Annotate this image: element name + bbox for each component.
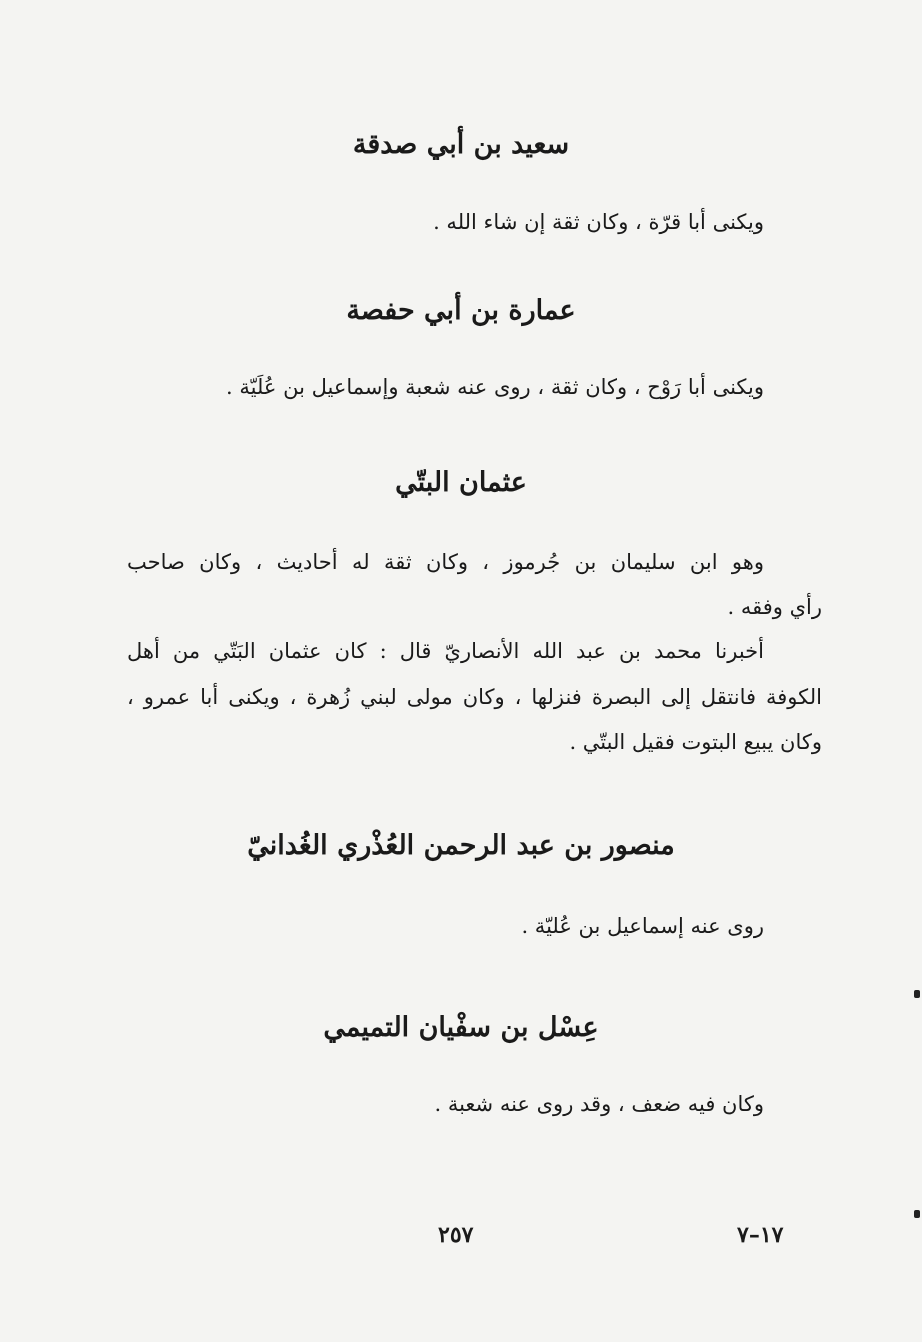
entry-3-line-2: رأي وفقه .	[727, 595, 822, 619]
entry-4-line-1: روى عنه إسماعيل بن عُليّة .	[521, 914, 764, 938]
entry-heading-1: سعيد بن أبي صدقة	[352, 129, 570, 160]
scan-speck	[914, 1210, 920, 1218]
entry-heading-3: عثمان البتّي	[395, 467, 527, 498]
page-number: ٢٥٧	[438, 1222, 474, 1248]
entry-heading-2: عمارة بن أبي حفصة	[346, 295, 576, 326]
entry-3-line-5: وكان يبيع البتوت فقيل البتّي .	[569, 730, 822, 754]
entry-3-line-1: وهو ابن سليمان بن جُرموز ، وكان ثقة له أحاديث ، وكان صاحب	[127, 550, 764, 574]
entry-heading-4: منصور بن عبد الرحمن العُذْري الغُدانيّ	[247, 830, 675, 861]
entry-1-line-1: ويكنى أبا قرّة ، وكان ثقة إن شاء الله .	[433, 210, 764, 234]
entry-3-line-4: الكوفة فانتقل إلى البصرة فنزلها ، وكان مولى لبني زُهرة ، ويكنى أبا عمرو ،	[127, 685, 822, 709]
entry-heading-5: عِسْل بن سفْيان التميمي	[323, 1012, 599, 1043]
entry-5-line-1: وكان فيه ضعف ، وقد روى عنه شعبة .	[434, 1092, 764, 1116]
entry-2-line-1: ويكنى أبا رَوْح ، وكان ثقة ، روى عنه شعبة وإسماعيل بن عُلَيّة .	[226, 375, 764, 399]
scan-speck	[914, 990, 920, 998]
entry-3-line-3: أخبرنا محمد بن عبد الله الأنصاريّ قال : كان عثمان البَتّي من أهل	[127, 639, 764, 663]
signature-mark: ١٧–٧	[737, 1222, 784, 1248]
